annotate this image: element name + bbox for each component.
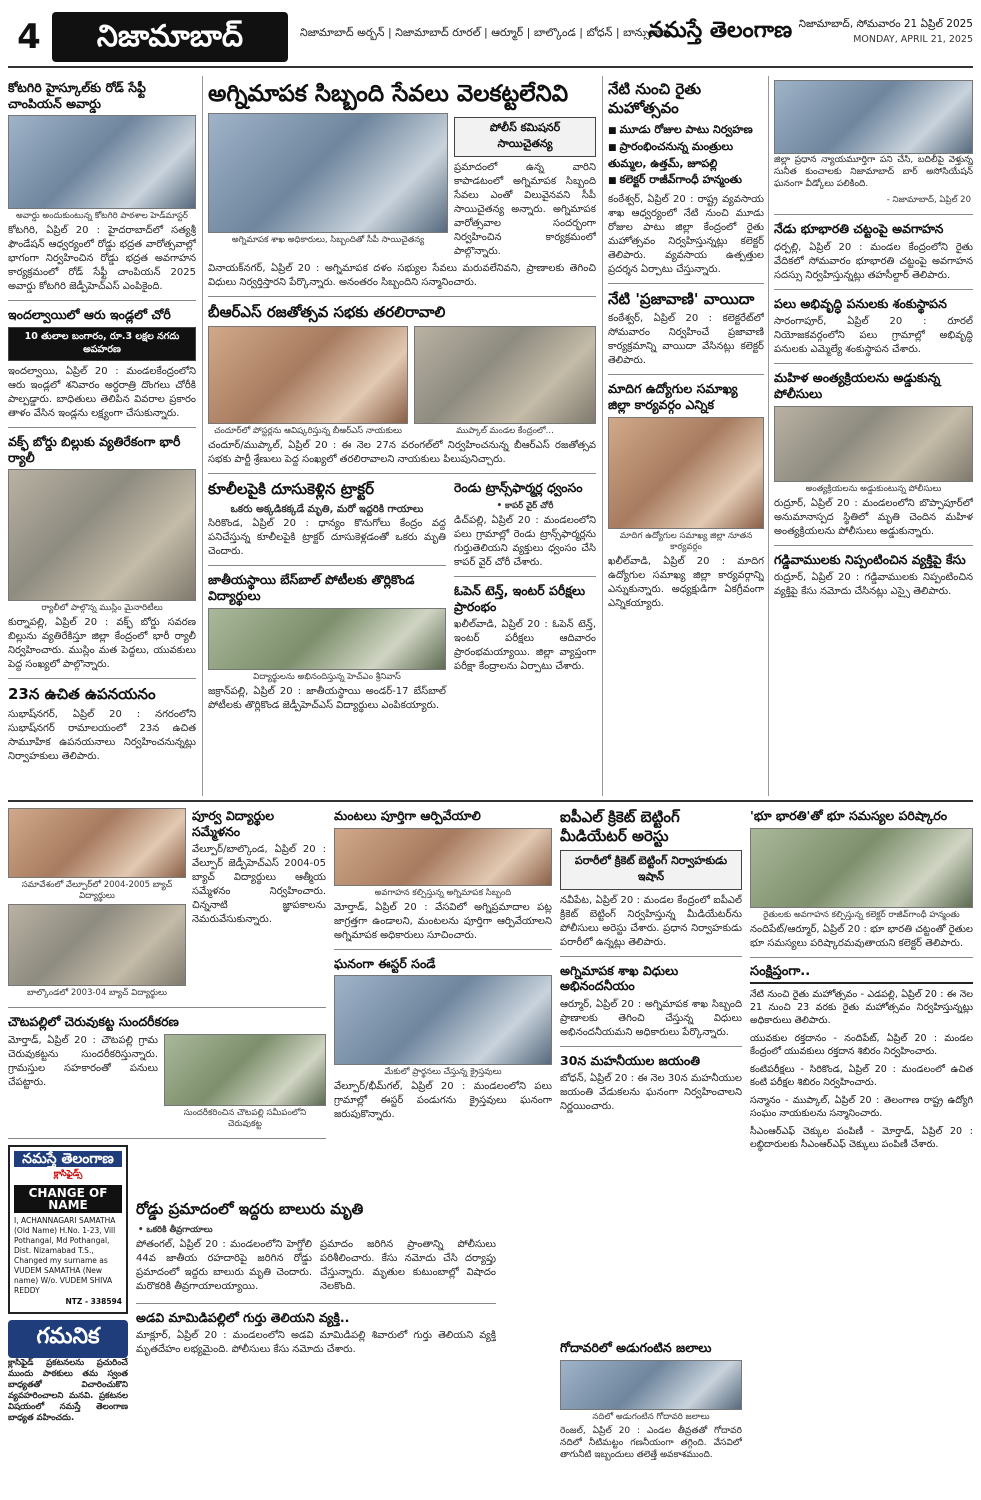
lower-column-d [750,808,973,1492]
subhead-theft: 10 తులాల బంగారం, రూ.3 లక్షల నగదు అపహరణ [8,327,196,361]
caption-madiga: మాదిగ ఉద్యోగుల సమాఖ్య జిల్లా నూతన కార్యవర్గం [619,530,753,552]
caption-bhu-meeting: రైతులకు అవగాహన కల్పిస్తున్న కలెక్టర్ రాజీవ్‌గాంధీ హన్మంతు [763,909,960,920]
divider [8,1007,326,1008]
body-accident-1: పోతంగల్, ఏప్రిల్ 20 : మండలంలోని హెగ్డోలి 44వ జాతీయ రహదారిపై జరిగిన రోడ్డు ప్రమాదంలో ఇద్దరు బాలురు మృతి చెందారు. మరొకరికి తీవ్రగాయాలయ్యాయి. [136,1238,312,1292]
bullet-item: ■ కలెక్టర్ రాజీవ్‌గాంధీ హన్మంతు [608,172,764,189]
divider [334,949,552,950]
section-title: నిజామాబాద్ [52,12,288,62]
subhead-tractor: ఒకరు అక్కడికక్కడే మృతి, మరో ఇద్దరికి గాయాలు [230,504,424,516]
roundup-item: యువకుల రక్తదానం - నందిపేట్, ఏప్రిల్ 20 : మండల కేంద్రంలో యువకులు రక్తదాన శిబిరం నిర్వహించారు. [750,1032,973,1057]
section-divider [8,800,973,802]
headline-theft: ఇందల్వాయిలో ఆరు ఇండ్లలో చోరీ [8,307,171,323]
page-number: 4 [17,17,41,57]
brs-photo-1-block [208,326,408,439]
roundup-item: సన్మానం - ముప్కాల్, ఏప్రిల్ 20 : తెలంగాణ రాష్ట్ర ఉద్యోగి సంఘం నాయకులను సన్మానించారు. [750,1094,973,1119]
divider [750,957,973,958]
godavari-article [560,1340,742,1492]
photo-easter [334,975,552,1065]
divider [560,956,742,957]
brs-photo-2-block [414,326,596,439]
divider [608,374,764,375]
accident-body-row [136,1238,496,1297]
body-lead-1: ప్రమాదంలో ఉన్న వారిని కాపాడటంలో అగ్నిమాపక సిబ్బంది సేవలు ఎంతో విలువైనవని సీపీ సాయిచైతన్య అన్నారు. అగ్నిమాపక వారోత్సవాల సందర్భంగా నిర్వహించిన కార్యక్రమంలో పాల్గొన్నారు. [454,161,596,257]
headline-forest-body: అడవి మామిడిపల్లిలో గుర్తు తెలియని వ్యక్తి.. [136,1309,350,1325]
headline-bhu-problems: 'భూ భారతి'తో భూ సమస్యల పరిష్కారం [750,808,948,823]
divider [560,1046,742,1047]
column-center [208,80,596,796]
body-brs: చందూర్/ముప్కాల్, ఏప్రిల్ 20 : ఈ నెల 27న వరంగల్‌లో నిర్వహించనున్న బీఆర్ఎస్ రజతోత్సవ సభకు పార్టీ శ్రేణులు పెద్ద సంఖ్యలో తరలిరావాలని నాయకులు పిలుపునిచ్చారు. [208,439,596,465]
headline-development: పలు అభివృద్ధి పనులకు శంకుస్థాపన [774,295,947,311]
headline-fire-dept: అగ్నిమాపక శాఖ విధులు అభినందనీయం [560,962,679,994]
column-right [774,80,973,796]
lower-column-b [334,808,552,1192]
headline-jayanti: 30న మహనీయుల జయంతి [560,1052,700,1068]
headline-funeral: మహిళ అంత్యక్రియలను అడ్డుకున్న పోలీసులు [774,370,941,401]
body-prajavani: కంఠేశ్వర్, ఏప్రిల్ 20 : కలెక్టరేట్‌లో సోమవారం నిర్వహించే ప్రజావాణి కార్యక్రమాన్ని వాయిదా వేసినట్లు కలెక్టర్ తెలిపారు. [608,313,764,367]
caption-godavari: నదిలో అడుగంటిన గోదావరి జలాలు [592,1411,710,1422]
headline-put-out-fire: మంటలు పూర్తిగా ఆర్పివేయాలి [334,808,481,823]
divider [8,300,196,301]
classified-heading: CHANGE OF NAME [14,1185,122,1213]
dateline [799,16,973,48]
body-haystack-case: రుద్రూర్, ఏప్రిల్ 20 : గడ్డివాములకు నిప్పంటించిన వ్యక్తిపై కేసు నమోదు చేసినట్లు ఎస్సై తెలిపారు. [774,572,973,598]
body-upanayanam: సుభాష్‌నగర్, ఏప్రిల్ 20 : నగరంలోని సుభాష్‌నగర్ రామాలయంలో 23న ఉచిత సామూహిక ఉపనయనాలు నిర్వహించనున్నట్లు నిర్వాహకులు తెలిపారు. [8,708,196,762]
body-development: సారంగాపూర్, ఏప్రిల్ 20 : రూరల్ నియోజకవర్గంలోని పలు గ్రామాల్లో అభివృద్ధి పనులకు ఎమ్మెల్యే శంకుస్థాపన చేశారు. [774,316,973,356]
divider [8,427,196,428]
pond-photo-block [164,1034,326,1132]
lead-top-row [208,113,596,262]
accident-article [136,1200,496,1492]
caption-funeral: అంత్యక్రియలను అడ్డుకుంటున్న పోలీసులు [805,483,942,494]
body-open-exams: ఖలీల్‌వాడి, ఏప్రిల్ 20 : ఓపెన్ టెన్త్, ఇంటర్ పరీక్షలు ఆదివారం ప్రారంభమయ్యాయి. జిల్లా వ్యాప్తంగా పరీక్షా కేంద్రాలను ఏర్పాటు చేశారు. [454,619,596,673]
classified-tag: క్లాసిఫైడ్స్ [53,1168,83,1179]
photo-baseball [208,608,446,670]
headline-pond: చౌటపల్లిలో చెరువుకట్ట సుందరీకరణ [8,1014,179,1029]
photo-alumni-2 [8,904,186,986]
alumni-photos [8,808,186,1001]
body-waqf-rally: కుర్నాపల్లి, ఏప్రిల్ 20 : వక్ఫ్ బోర్డు సవరణ బిల్లును వ్యతిరేకిస్తూ జిల్లా కేంద్రంలో భారీ ర్యాలీ నిర్వహించారు. ముస్లిం మత పెద్దలు, యువకులు పెద్ద సంఖ్యలో పాల్గొన్నారు. [8,617,196,671]
body-theft: ఇందల్వాయి, ఏప్రిల్ 20 : మండలకేంద్రంలోని ఆరు ఇండ్లలో శనివారం అర్ధరాత్రి దొంగలు చోరీకి పాల్పడ్డారు. బాధితులు తెలిపిన వివరాల ప్రకారం తాళం వేసిన ఇండ్లను లక్ష్యంగా చేసుకున్నారు. [8,365,196,419]
photo-godavari [560,1360,742,1410]
body-accident-2: ప్రమాదం జరిగిన ప్రాంతాన్ని పోలీసులు పరిశీలించారు. కేసు నమోదు చేసి దర్యాప్తు చేస్తున్నారు. మృతుల కుటుంబాల్లో విషాదం నెలకొంది. [320,1238,496,1292]
caption-easter: మేకులో ప్రార్థనలు చేస్తున్న క్రైస్తవులు [384,1067,502,1078]
photo-pond [164,1034,326,1106]
photo-madiga [608,417,764,529]
roundup-item: కంటిపరీక్షలు - సిరికొండ, ఏప్రిల్ 20 : మండలంలో ఉచిత కంటి పరీక్షల శిబిరం నిర్వహించారు. [750,1063,973,1088]
column-left [8,80,196,796]
caption-fire-staff: అగ్నిమాపక శాఖ అధికారులు, సిబ్బందితో సీపీ సాయిచైతన్య [231,234,425,245]
body-fire-dept: ఆర్మూర్, ఏప్రిల్ 20 : అగ్నిమాపక శాఖ సిబ్బంది ప్రాణాలకు తెగించి చేస్తున్న విధులు అభినందనీయమని అధికారులు పేర్కొన్నారు. [560,998,742,1038]
date-english: MONDAY, APRIL 21, 2025 [853,34,973,45]
headline-brs-meeting: బీఆర్ఎస్ రజతోత్సవ సభకు తరలిరావాలి [208,302,446,321]
roundup-item: నేటి నుంచి రైతు మహోత్సవం - ఎడపల్లి, ఏప్రిల్ 20 : ఈ నెల 21 నుంచి 23 వరకు రైతు మహోత్సవం నిర్వహిస్తున్నట్లు అధికారులు తెలిపారు. [750,988,973,1026]
caption-brs-1: చందూర్‌లో పోస్టర్లను ఆవిష్కరిస్తున్న బీఆర్ఎస్ నాయకులు [214,425,402,436]
caption-alumni-1: సమావేశంలో వేల్పూర్‌లో 2004-2005 బ్యాచ్ విద్యార్థులు [21,880,173,901]
headline-godavari: గోదావరిలో అడుగంటిన జలాలు [560,1340,712,1355]
roundup-list [750,988,973,1151]
divider [454,576,596,577]
divider [774,545,973,546]
body-transformer: డిచ్‌పల్లి, ఏప్రిల్ 20 : మండలంలోని పలు గ్రామాల్లో రెండు ట్రాన్స్‌ఫార్మర్లను గుర్తుతెలియని వ్యక్తులు ధ్వంసం చేసి కాపర్ వైర్ చోరీ చేశారు. [454,515,596,569]
body-road-safety: కోటగిరి, ఏప్రిల్ 20 : హైదరాబాద్‌లో సత్యశ్రీ ఫౌండేషన్ ఆధ్వర్యంలో రోడ్డు భద్రత వారోత్సవాల్లో భాగంగా నిర్వహించిన రోడ్డు భద్రత అవగాహన కార్యక్రమంలో రోడ్ సేఫ్టీ చాంపియన్ 2025 అవార్డు కోటగిరి జెడ్పీహెచ్ఎస్ ఎంపికైంది. [8,225,196,293]
quote-box: పోలీస్ కమిషనర్ సాయిచైతన్య [454,117,596,157]
classified-brand: నమస్తే తెలంగాణ [14,1151,122,1167]
caption-alumni-2: బాల్కొండలో 2003-04 బ్యాచ్ విద్యార్థులు [27,988,167,998]
body-bhubharati: ధర్పల్లి, ఏప్రిల్ 20 : మండల కేంద్రంలోని రైతు వేదికలో సోమవారం భూభారతి చట్టంపై అవగాహన సదస్సు నిర్వహిస్తున్నట్లు తహసీల్దార్ తెలిపారు. [774,241,973,281]
body-madiga: ఖలీల్‌వాడి, ఏప్రిల్ 20 : మాదిగ ఉద్యోగుల సమాఖ్య జిల్లా కార్యవర్గాన్ని ఎన్నుకున్నారు. అధ్యక్షుడిగా ఏకగ్రీవంగా ఎన్నికయ్యారు. [608,555,764,609]
center-lower-left [208,480,446,716]
body-bhu-problems: నందిపేట్/ఆర్మూర్, ఏప్రిల్ 20 : భూ భారతి చట్టంతో రైతుల భూ సమస్యలు పరిష్కారమవుతాయని కలెక్టర్ తెలిపారు. [750,923,973,949]
divider [8,678,196,679]
headline-alumni: పూర్వ విద్యార్థుల సమ్మేళనం [192,808,275,839]
divider [774,214,973,215]
column-divider [768,76,769,796]
headline-ipl-betting: ఐపీఎల్ క్రికెట్ బెట్టింగ్ మీడియేటర్ అరెస్టు [560,808,680,845]
photo-brs-poster [208,326,408,424]
alumni-text [192,808,326,1001]
headline-upanayanam: 23న ఉచిత ఉపనయనం [8,685,156,704]
headline-bhubharati: నేడు భూభారతి చట్టంపై అవగాహన [774,221,944,236]
lead-photo-block [208,113,448,262]
divider [774,289,973,290]
column-divider [202,76,203,796]
classified-ad [8,1145,128,1314]
body-tractor: సిరికొండ, ఏప్రిల్ 20 : ధాన్యం కొనుగోలు కేంద్రం వద్ద పనిచేస్తున్న కూలీలపైకి ట్రాక్టర్ దూసుకెళ్లడంతో ఒకరు మృతి చెందారు. [208,518,446,558]
divider [608,283,764,284]
photo-alumni-1 [8,808,186,878]
classified-code: NTZ - 338594 [65,1296,122,1306]
photo-fire-staff [208,113,448,233]
subhead-accident: • ఒకరికి తీవ్రగాయాలు [138,1224,213,1235]
body-easter: వేల్పూర్/భీమ్‌గల్, ఏప్రిల్ 20 : మండలంలోని పలు గ్రామాల్లో ఈస్టర్ పండుగను క్రైస్తవులు ఘనంగా జరుపుకొన్నారు. [334,1081,552,1121]
headline-waqf-rally: వక్ఫ్ బోర్డు బిల్లుకు వ్యతిరేకంగా భారీ ర్యాలీ [8,433,181,465]
photo-fire-demo [334,828,552,886]
notice-text: క్లాసిఫైడ్ ప్రకటనలను ప్రచురించే ముందు పాఠకులు తమ స్వంత బాధ్యతతో విచారించుకొని వ్యవహరించాలని మనవి. ప్రకటనల విషయంలో నమస్తే తెలంగాణ బాధ్యత వహించదు. [8,1357,128,1423]
body-pond: మోర్తాడ్, ఏప్రిల్ 20 : చౌటపల్లి గ్రామ చెరువుకట్టను సుందరీకరిస్తున్నారు. గ్రామస్తుల సహకారంతో పనులు చేపట్టారు. [8,1034,158,1088]
headline-easter: ఘనంగా ఈస్టర్ సండే [334,955,436,971]
column-divider [602,76,603,796]
newspaper-brand: నమస్తే తెలంగాణ [648,18,793,43]
headline-baseball: జాతీయస్థాయి బేస్‌బాల్ పోటీలకు తొర్లికొండ విద్యార్థులు [208,572,415,603]
headline-haystack-case: గడ్డివాములకు నిప్పంటించిన వ్యక్తిపై కేసు [774,551,966,567]
headline-lead-fire-services: అగ్నిమాపక సిబ్బంది సేవలు వెలకట్టలేనివి [208,81,569,107]
subhead-ipl: పరారీలో క్రికెట్ బెట్టింగ్ నిర్వాహకుడు ఇషాన్ [560,850,742,890]
photo-award [8,115,196,209]
body-jayanti: బోధన్, ఏప్రిల్ 20 : ఈ నెల 30న మహనీయుల జయంతి వేడుకలను ఘనంగా నిర్వహించాలని నిర్ణయించారు. [560,1073,742,1113]
body-ipl: నవీపేట, ఏప్రిల్ 20 : మండల కేంద్రంలో ఐపీఎల్ క్రికెట్ బెట్టింగ్ నిర్వహిస్తున్న మీడియేటర్‌ను పోలీసులు అరెస్టు చేశారు. ప్రధాన నిర్వాహకుడు పరారీలో ఉన్నట్లు తెలిపారు. [560,894,742,948]
photo-funeral [774,406,973,482]
classified-text: I, ACHANNAGARI SAMATHA (Old Name) H.No. 1-23, Vill Pothangal, Md Pothangal, Dist. Nizamabad T.S., Changed my surname as VUDEM SAMATHA (New name) W/o. VUDEM SHIVA REDDY [14,1215,116,1295]
roundup-heading: సంక్షిప్తంగా.. [750,964,973,984]
alumni-row [8,808,326,1001]
divider [208,473,596,474]
bullet-item: ■ మూడు రోజుల పాటు నిర్వహణ [608,122,764,139]
divider [8,1138,326,1139]
body-baseball: జక్రాన్‌పల్లి, ఏప్రిల్ 20 : జాతీయస్థాయి అండర్-17 బేస్‌బాల్ పోటీలకు తొర్లికొండ జెడ్పీహెచ్ఎస్ విద్యార్థులు ఎంపికయ్యారు. [208,685,446,711]
headline-transformer: రెండు ట్రాన్స్‌ఫార్మర్ల ధ్వంసం [454,479,583,495]
caption-fire-demo: అవగాహన కల్పిస్తున్న అగ్నిమాపక సిబ్బంది [374,887,512,898]
headline-accident: రోడ్డు ప్రమాదంలో ఇద్దరు బాలురు మృతి [136,1200,364,1218]
headline-rythu-mahotsavam: నేటి నుంచి రైతు మహోత్సవం [608,80,702,117]
photo-bhu-meeting [750,828,973,908]
body-funeral: రుద్రూర్, ఏప్రిల్ 20 : మండలంలోని బొప్పాపూర్‌లో అనుమానాస్పద స్థితిలో మృతి చెందిన మహిళ అంత్యక్రియలను పోలీసులు అడ్డుకున్నారు. [774,497,973,537]
sub-areas: నిజామాబాద్ అర్బన్ | నిజామాబాద్ రూరల్ | ఆర్మూర్ | బాల్కొండ | బోధన్ | బాన్సువాడ [300,26,670,39]
bullet-item: ■ ప్రారంభించనున్న మంత్రులు తుమ్మల, ఉత్తమ్, జూపల్లి [608,139,764,172]
photo-rally [8,469,196,601]
caption-judge-farewell: జిల్లా ప్రధాన న్యాయమూర్తిగా పని చేసి, బదిలీపై వెళ్తున్న సునీత కుంచాలకు నిజామాబాద్ బార్ అసోసియేషన్ ఘనంగా వీడ్కోలు పలికింది. [774,155,973,189]
photo-brs-muppkal [414,326,596,424]
subhead-transformer: • కాపర్ వైర్ చోరీ [496,501,554,512]
lead-side-block [454,113,596,262]
masthead [8,8,973,68]
headline-prajavani: నేటి 'ప్రజావాణి' వాయిదా [608,289,755,308]
divider [136,1303,496,1304]
body-rythu: కంఠేశ్వర్, ఏప్రిల్ 20 : రాష్ట్ర వ్యవసాయ శాఖ ఆధ్వర్యంలో నేటి నుంచి మూడు రోజుల పాటు జిల్లా కేంద్రంలో రైతు మహోత్సవం నిర్వహిస్తున్నట్లు కలెక్టర్ తెలిపారు. వ్యవసాయ ఉత్పత్తుల ప్రదర్శన ఏర్పాటు చేస్తున్నారు. [608,193,764,275]
body-forest: మాక్లూర్, ఏప్రిల్ 20 : మండలంలోని అడవి మామిడిపల్లి శివారులో గుర్తు తెలియని వ్యక్తి మృతదేహం లభ్యమైంది. పోలీసులు కేసు నమోదు చేశారు. [136,1330,496,1356]
caption-rally: ర్యాలీలో పాల్గొన్న ముస్లిం మైనారిటీలు [41,603,163,614]
brs-photos [208,326,596,439]
divider [774,363,973,364]
ads-column [8,1145,128,1424]
credit-judge-farewell: - నిజామాబాద్, ఏప్రిల్ 20 [886,195,971,205]
notice-heading: గమనిక [8,1320,128,1358]
caption-brs-2: ముప్కాల్ మండల కేంద్రంలో... [456,425,554,436]
headline-open-exams: ఓపెన్ టెన్త్, ఇంటర్ పరీక్షలు ప్రారంభం [454,583,586,614]
pond-row [8,1034,326,1132]
body-lead-2: వినాయక్‌నగర్, ఏప్రిల్ 20 : అగ్నిమాపక దళం సభ్యుల సేవలు మరువలేనివని, ప్రాణాలకు తెగించి విధులు నిర్వర్తిస్తారని పేర్కొన్నారు. అనంతరం సిబ్బందిని సన్మానించారు. [208,262,596,288]
center-lower-right [454,480,596,716]
date-telugu: నిజామాబాద్, సోమవారం 21 ఏప్రిల్ 2025 [798,18,973,30]
center-lower-row [208,480,596,716]
headline-road-safety: కోటగిరి హైస్కూల్‌కు రోడ్ సేఫ్టీ చాంపియన్ అవార్డు [8,80,146,111]
divider [208,565,446,566]
divider [208,296,596,297]
photo-judge-farewell [774,80,973,154]
caption-award: అవార్డు అందుకుంటున్న కోటగిరి పాఠశాల హెడ్‌మాస్టర్ [16,211,188,222]
headline-madiga: మాదిగ ఉద్యోగుల సమాఖ్య జిల్లా కార్యవర్గం ఎన్నిక [608,381,738,412]
headline-tractor: కూలీలపైకి దూసుకెళ్లిన ట్రాక్టర్ [208,479,374,498]
body-alumni: వేల్పూర్/బాల్కొండ, ఏప్రిల్ 20 : వేల్పూర్ జెడ్పీహెచ్ఎస్ 2004-05 బ్యాచ్ విద్యార్థులు ఆత్మీయ సమ్మేళనం నిర్వహించారు. చిన్ననాటి జ్ఞాపకాలను నెమరువేసుకున్నారు. [192,844,326,926]
body-put-out-fire: మోర్తాడ్, ఏప్రిల్ 20 : వేసవిలో అగ్నిప్రమాదాల పట్ల జాగ్రత్తగా ఉండాలని, మంటలను పూర్తిగా ఆర్పివేయాలని అగ్నిమాపక అధికారులు సూచించారు. [334,901,552,941]
column-right-center [608,80,764,796]
roundup-item: సీఎంఆర్ఎఫ్ చెక్కుల పంపిణీ - మోర్తాడ్, ఏప్రిల్ 20 : లబ్ధిదారులకు సీఎంఆర్ఎఫ్ చెక్కులు పంపిణీ చేశారు. [750,1125,973,1150]
caption-baseball: విద్యార్థులను అభినందిస్తున్న హెచ్ఎం శ్రీనివాస్ [253,671,401,682]
caption-pond: సుందరీకరించిన చౌటపల్లి సమీపంలోని చెరువుకట్ట [183,1107,307,1129]
rythu-bullets [608,122,764,189]
body-godavari: రెంజల్, ఏప్రిల్ 20 : ఎండల తీవ్రతతో గోదావరి నదిలో నీటిమట్టం గణనీయంగా తగ్గింది. వేసవిలో తాగునీటి ఇబ్బందులు తలెత్తే అవకాశముంది. [560,1425,742,1460]
